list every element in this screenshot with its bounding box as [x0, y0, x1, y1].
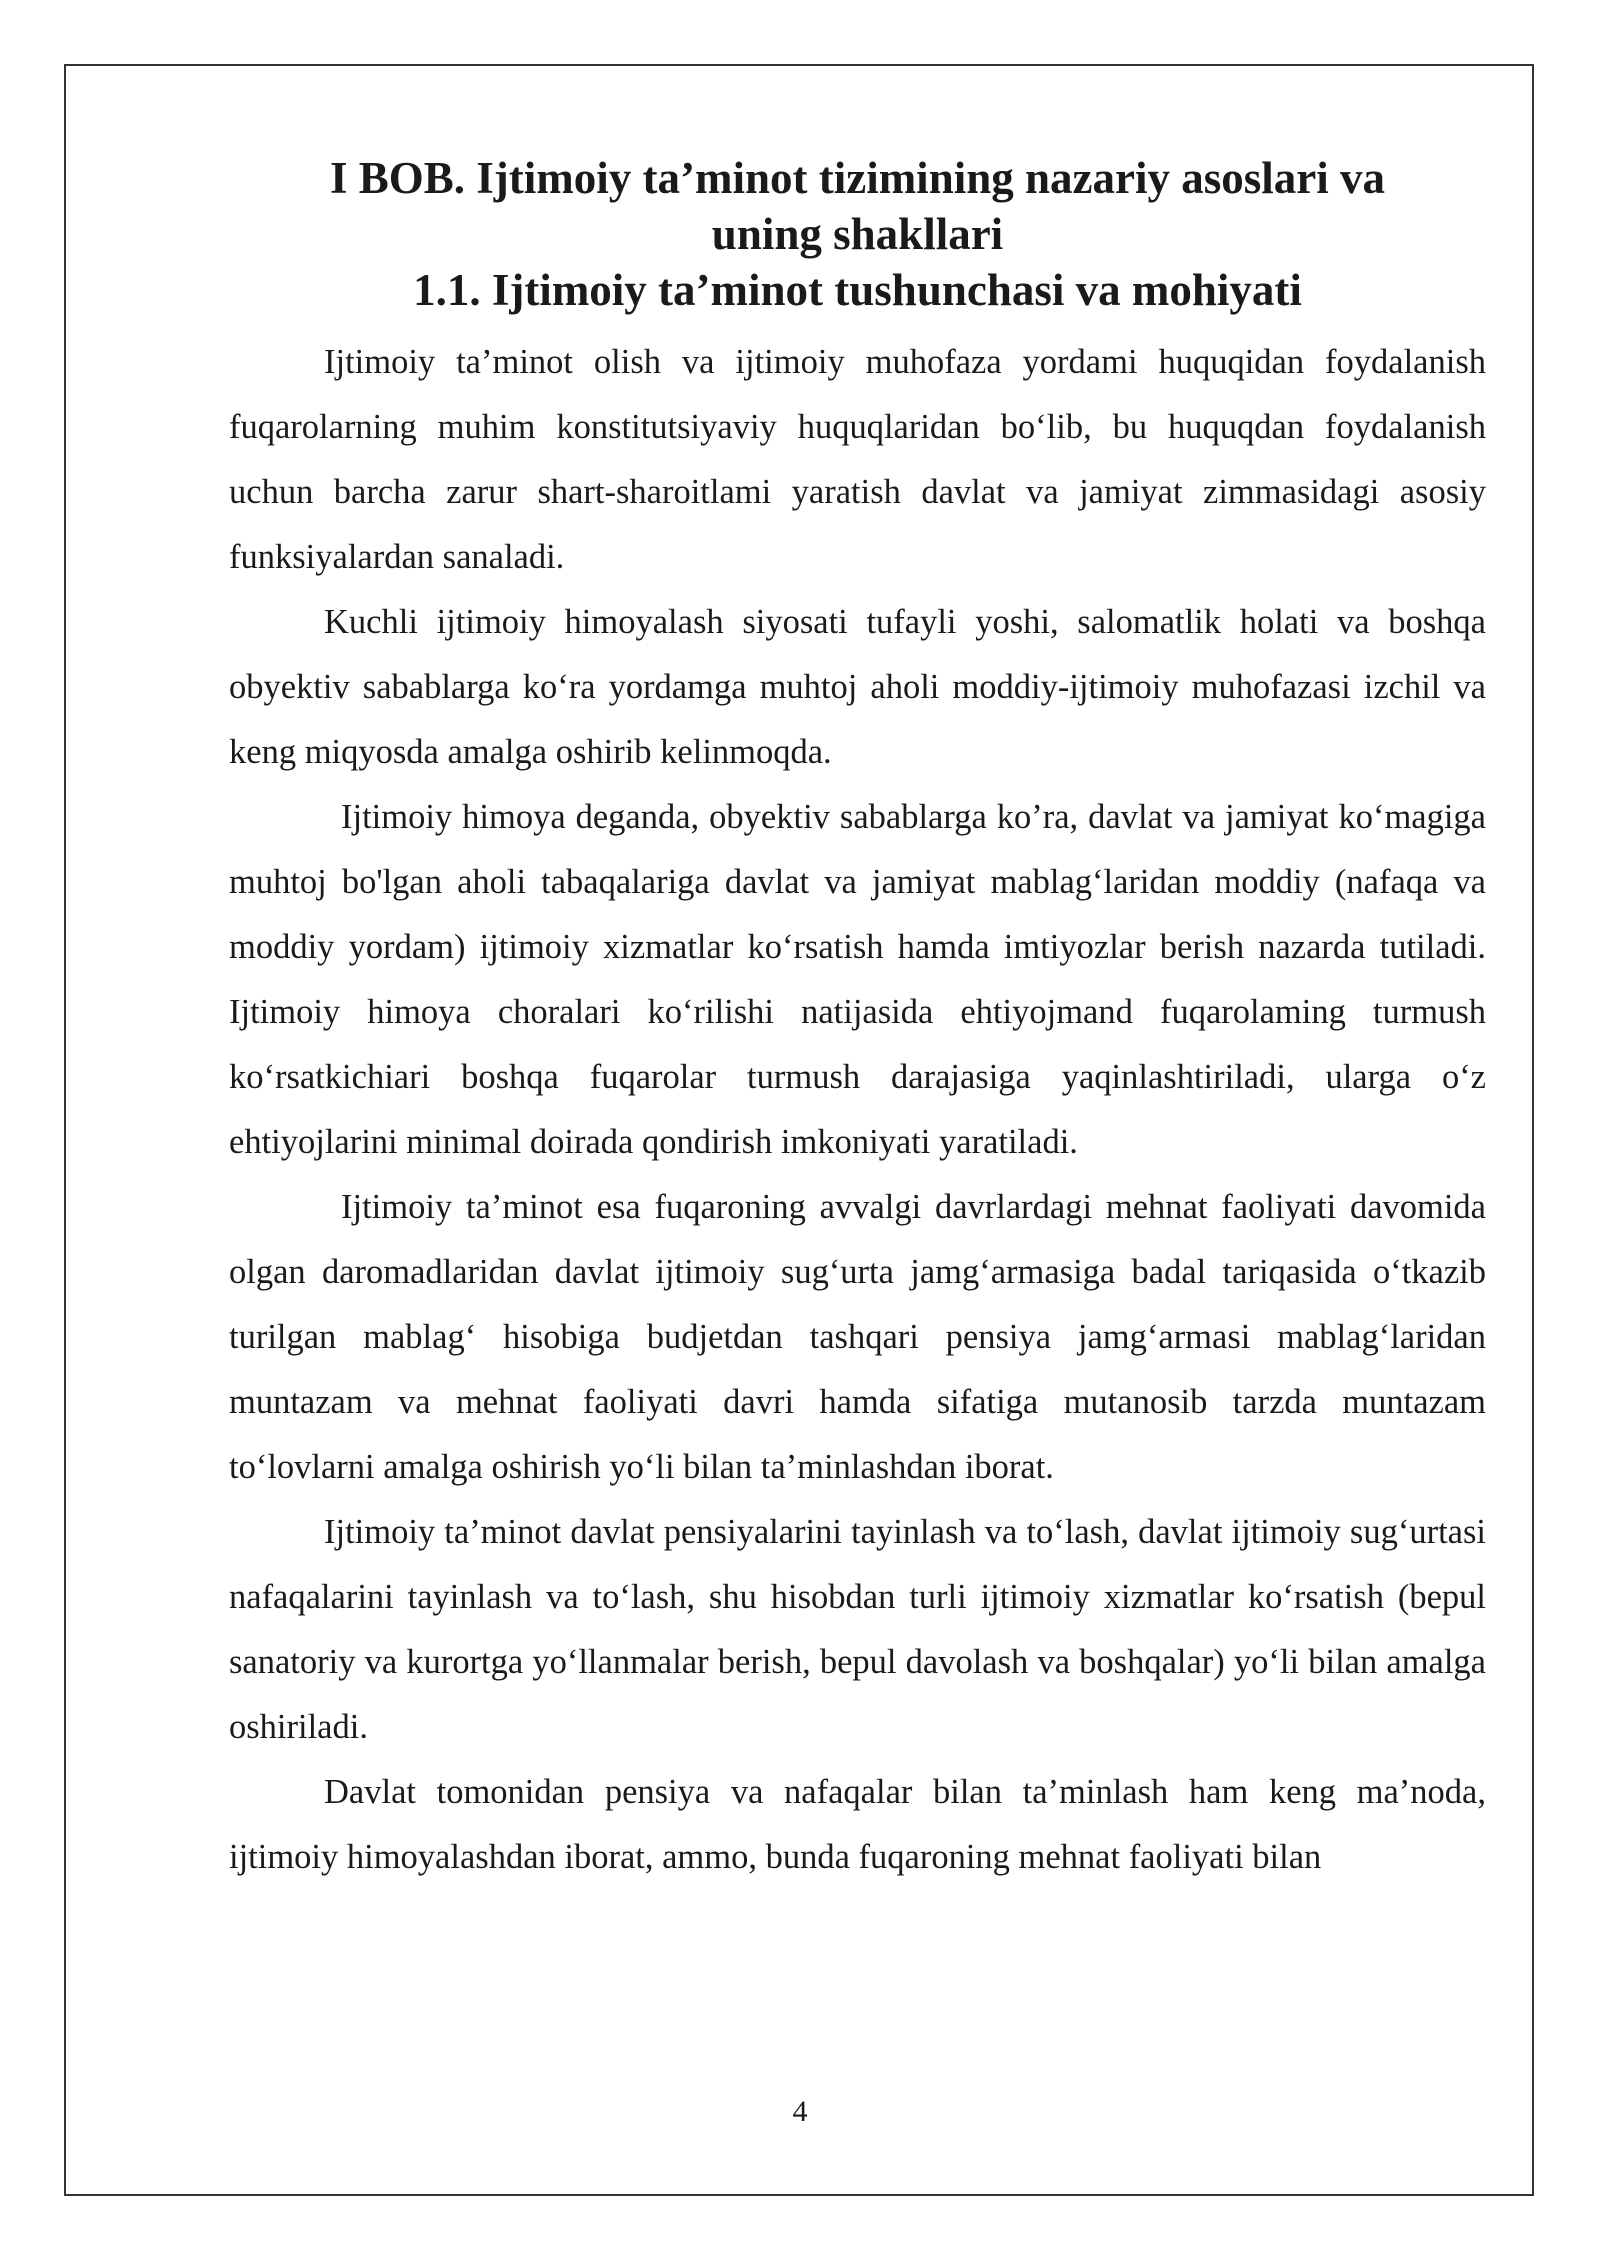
chapter-title-line-1: I BOB. Ijtimoiy ta’minot tizimining nazariy asoslari va	[330, 153, 1385, 203]
paragraph: Ijtimoiy himoya deganda, obyektiv sabablarga ko’ra, davlat va jamiyat ko‘magiga muhtoj bo'lgan aholi tabaqalariga davlat va jamiyat mablag‘laridan moddiy (nafaqa va moddiy yordam) ijtimoiy xizmatlar ko‘rsatish hamda imtiyozlar berish nazarda tutiladi. Ijtimoiy himoya choralari ko‘rilishi natijasida ehtiyojmand fuqarolaming turmush ko‘rsatkichiari boshqa fuqarolar turmush darajasiga yaqinlashtiriladi, ularga o‘z ehtiyojlarini minimal doirada qondirish imkoniyati yaratiladi.	[229, 798, 1486, 1161]
body-text	[229, 330, 1486, 1890]
paragraph: Ijtimoiy ta’minot esa fuqaroning avvalgi davrlardagi mehnat faoliyati davomida olgan daromadlaridan davlat ijtimoiy sug‘urta jamg‘armasiga badal tariqasida o‘tkazib turilgan mablag‘ hisobiga budjetdan tashqari pensiya jamg‘armasi mablag‘laridan muntazam va mehnat faoliyati davri hamda sifatiga mutanosib tarzda muntazam to‘lovlarni amalga oshirish yo‘li bilan ta’minlashdan iborat.	[229, 1188, 1486, 1486]
paragraph: Ijtimoiy ta’minot olish va ijtimoiy muhofaza yordami huquqidan foydalanish fuqarolarning muhim konstitutsiyaviy huquqlaridan bo‘lib, bu huquqdan foydalanish uchun barcha zarur shart-sharoitlami yaratish davlat va jamiyat zimmasidagi asosiy funksiyalardan sanaladi.	[229, 343, 1486, 576]
paragraph: Kuchli ijtimoiy himoyalash siyosati tufayli yoshi, salomatlik holati va boshqa obyektiv sabablarga ko‘ra yordamga muhtoj aholi moddiy-ijtimoiy muhofazasi izchil va keng miqyosda amalga oshirib kelinmoqda.	[229, 603, 1486, 771]
section-title: 1.1. Ijtimoiy ta’minot tushunchasi va mohiyati	[413, 265, 1302, 315]
document-content	[229, 150, 1486, 1890]
paragraph: Davlat tomonidan pensiya va nafaqalar bilan ta’minlash ham keng ma’noda, ijtimoiy himoyalashdan iborat, ammo, bunda fuqaroning mehnat faoliyati bilan	[229, 1773, 1486, 1876]
chapter-heading	[229, 150, 1486, 318]
chapter-title-line-2: uning shakllari	[711, 209, 1004, 259]
paragraph: Ijtimoiy ta’minot davlat pensiyalarini tayinlash va to‘lash, davlat ijtimoiy sug‘urtasi nafaqalarini tayinlash va to‘lash, shu hisobdan turli ijtimoiy xizmatlar ko‘rsatish (bepul sanatoriy va kurortga yo‘llanmalar berish, bepul davolash va boshqalar) yo‘li bilan amalga oshiriladi.	[229, 1513, 1486, 1746]
page-number: 4	[792, 2095, 808, 2128]
